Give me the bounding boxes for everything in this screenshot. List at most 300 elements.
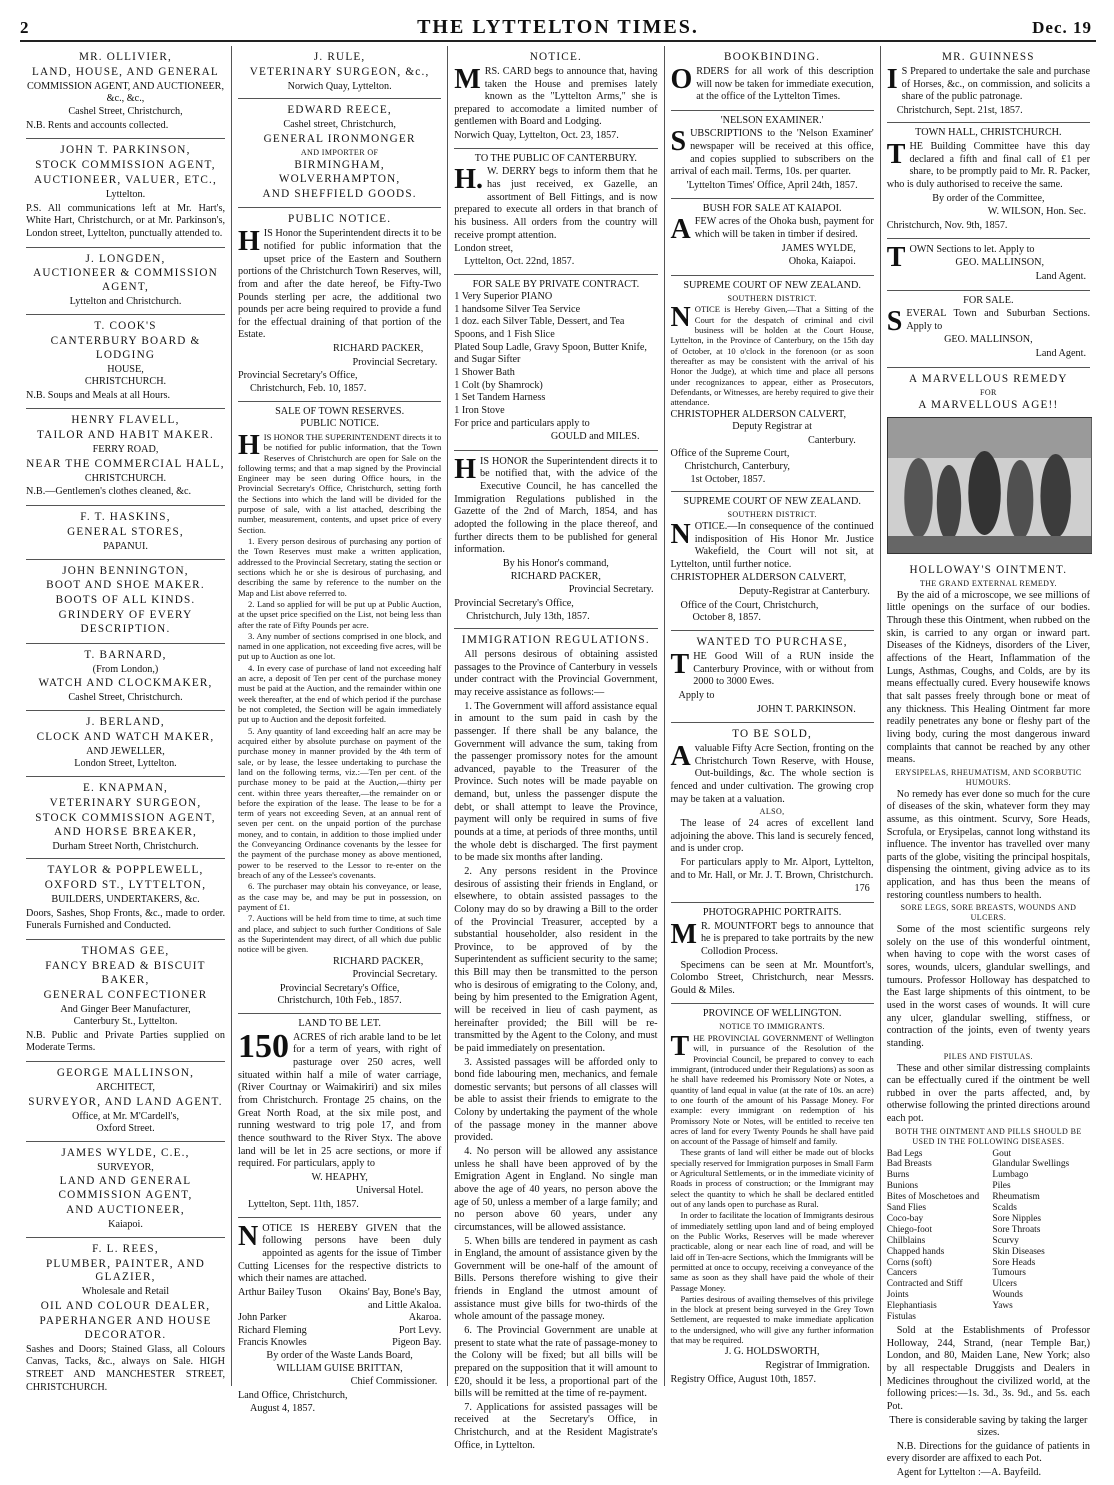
ad-name: THOMAS GEE, xyxy=(81,944,170,957)
ad-line: Kaiapoi. xyxy=(108,1219,143,1231)
ad-ollivier xyxy=(26,46,225,139)
drop-cap: H xyxy=(238,226,260,258)
agent-name: John Parker xyxy=(238,1312,287,1324)
notice-heading: TO THE PUBLIC OF CANTERBURY. xyxy=(474,152,637,164)
disease-item: Coco-bay xyxy=(886,1213,924,1224)
item-line: 1 Shower Bath xyxy=(454,366,515,378)
disease-item: Skin Diseases xyxy=(992,1246,1045,1257)
drop-cap: N xyxy=(670,518,691,550)
remedy-for: FOR xyxy=(979,387,997,397)
ad-line: Cashel Street, Christchurch, xyxy=(68,106,183,118)
agents-list xyxy=(238,1287,441,1350)
ad-sale-town-reserves xyxy=(238,402,441,1014)
sold-at: Sold at the Establishments of Professor Holloway, 244, Strand, (near Temple Bar,) London, and 80, Maiden Lane, New York; also by all respectable Druggists and Dealers in Medicines throughout the civilized world, at the following prices:—1s. 3d., 3s. 9d., and 5s. each Pot. xyxy=(886,1325,1090,1412)
signature-title: Deputy Registrar at xyxy=(732,421,813,433)
ad-parkinson xyxy=(26,139,225,247)
ad-line: FERRY ROAD, xyxy=(92,444,159,456)
ad-name: MR. OLLIVIER, xyxy=(79,51,172,63)
ad-wanted xyxy=(671,631,874,723)
signature-place: Universal Hotel. xyxy=(355,1185,424,1197)
signature-title: Provincial Secretary. xyxy=(352,356,438,368)
notice-heading: NOTICE. xyxy=(529,51,582,63)
notice-heading: SALE OF TOWN RESERVES. xyxy=(275,405,405,417)
term-item: 4. In every case of purchase of land not exceeding half an acre, a deposit of Ten per cent of the purchase money must be paid at the Auction, and the remainder within one week thereafter, at the end of which period if the purchase be not completed, the Section will be again immediately put up to Auction and the deposit forfeited. xyxy=(238,662,442,725)
disease-item: Sore Throats xyxy=(992,1224,1041,1235)
ad-derry xyxy=(454,149,657,275)
disease-item: Scurvy xyxy=(992,1235,1019,1246)
ad-line: AND SHEFFIELD GOODS. xyxy=(262,187,417,200)
signature: CHRISTOPHER ALDERSON CALVERT, xyxy=(670,572,847,584)
agent-row xyxy=(238,1337,441,1350)
disease-item: Bad Legs xyxy=(886,1148,923,1159)
ad-line: FANCY BREAD & BISCUIT BAKER, xyxy=(45,959,206,986)
ad-to-be-sold xyxy=(671,723,874,903)
ad-bennington xyxy=(26,560,225,644)
issue-date: Dec. 19 xyxy=(1032,18,1092,37)
notice-heading: PROVINCE OF WELLINGTON. xyxy=(702,1008,842,1020)
disease-item: Contracted and Stiff Joints xyxy=(886,1279,963,1301)
signature: J. G. HOLDSWORTH, xyxy=(724,1346,820,1358)
ad-name: EDWARD REECE, xyxy=(287,104,392,117)
drop-cap: I xyxy=(886,63,898,95)
disease-item: Fistulas xyxy=(886,1312,916,1323)
item-line: 1 Colt (by Shamrock) xyxy=(454,379,543,391)
term-item: 7. Auctions will be held from time to time, at such time and place, and subject to such further Conditions of Sale as the Superintendent may direct, of all which due public notice will be given. xyxy=(238,913,442,955)
ad-line: AUCTIONEER, VALUER, ETC., xyxy=(33,174,218,187)
ad-name: JOHN T. PARKINSON, xyxy=(60,144,191,157)
disease-item: Cancers xyxy=(886,1268,917,1279)
notice-body: IS HONOR THE SUPERINTENDENT directs it to be notified for public information, that the Town Reserves of Christchurch are open for Sale on the following terms; and that a map signed by the Provincial Engineer may be seen during Office hours, in the Provincial Secretary's Office, Christchurch, setting forth the Sections into which the land will be divided for the purpose of sale, with a list attached, describing the number, measurement, contents, and upset price of every Section. xyxy=(238,431,442,535)
directions-note: N.B. Directions for the guidance of patients in every disorder are affixed to each Pot. xyxy=(886,1440,1090,1465)
notice-subheading: SOUTHERN DISTRICT. xyxy=(727,510,817,520)
column-2 xyxy=(232,46,448,1414)
ad-line: AND AUCTIONEER, xyxy=(66,1204,185,1217)
notice-body: IS HONOR the Superintendent directs it to be notified that, with the advice of the Executive Council, he has cancelled the Immigration Regulations published in the Gazette of the 2nd of March, 1854, and has adopted the following in the place thereof, and further directs them to be published for general information. xyxy=(454,455,658,556)
disease-item: Ulcers xyxy=(992,1279,1017,1290)
ad-line: Office, at Mr. M'Cardell's, xyxy=(71,1110,180,1122)
date-line: Christchurch, Feb. 10, 1857. xyxy=(250,383,367,394)
ad-taylor xyxy=(26,859,225,940)
ad-address: Cashel street, Christchurch, xyxy=(283,119,396,131)
product-heading: HOLLOWAY'S OINTMENT. xyxy=(909,564,1068,577)
section-heading: SORE LEGS, SORE BREASTS, WOUNDS AND ULCERS. xyxy=(900,903,1077,923)
ad-name: TAYLOR & POPPLEWELL, xyxy=(47,864,204,877)
column-5 xyxy=(881,46,1096,1479)
disease-item: Corns (soft) xyxy=(886,1257,932,1268)
ad-wellington xyxy=(671,1004,874,1391)
disease-item: Sore Heads xyxy=(992,1257,1036,1268)
ad-line: GENERAL STORES, xyxy=(67,525,184,538)
order-line: By order of the Committee, xyxy=(932,192,1045,204)
signature: WILLIAM GUISE BRITTAN, xyxy=(276,1362,403,1374)
signature-title: Provincial Secretary. xyxy=(352,969,438,981)
ad-name: F. T. HASKINS, xyxy=(80,511,171,524)
product-body: By the aid of a microscope, we see millions of little openings on the surface of our bodies. Through these this Ointment, when rubbed on the skin, is carried to any organ or inward part. Diseases of the Kidneys, disorders of the Liver, affections of the Heart, Inflammation of the Lungs, Asthmas, Coughs, and Colds, are by its means effectually cured. Every housewife knows that salt passes freely through bone or meat of any thickness. This Healing Ointment far more readily penetrates any bone or fleshy part of the living body, curing the most dangerous inward complaints that cannot be reached by any other means. xyxy=(886,589,1090,766)
disease-item: Scalds xyxy=(992,1203,1017,1214)
ad-note: N.B. Public and Private Parties supplied on Moderate Terms. xyxy=(26,1029,225,1054)
apply-line: Apply to xyxy=(678,689,715,701)
disease-item: Piles xyxy=(992,1181,1011,1192)
term-item: 3. Any number of sections comprised in one block, and named in one application, not exceeding five acres, will be put up to Auction as one lot. xyxy=(238,630,442,662)
term-item: 6. The purchaser may obtain his conveyance, or lease, as the case may be, and may be put in possession, on payment of £1. xyxy=(238,881,442,912)
agent-name: Richard Fleming xyxy=(238,1324,307,1336)
engraving-illustration xyxy=(887,417,1092,554)
ad-line: OIL AND COLOUR DEALER, xyxy=(40,1299,211,1312)
ad-mallinson xyxy=(26,1062,225,1142)
date-line: Lyttelton, Sept. 11th, 1857. xyxy=(248,1199,359,1211)
disease-item: Tumours xyxy=(992,1268,1026,1279)
disease-item: Bad Breasts xyxy=(886,1159,932,1170)
ad-supreme-court-2 xyxy=(671,492,874,631)
agent-row xyxy=(238,1287,441,1312)
ad-line: GRINDERY OF EVERY DESCRIPTION. xyxy=(58,609,193,636)
ad-gee xyxy=(26,940,225,1062)
ad-longden xyxy=(26,248,225,315)
item-line: 1 Set Tandem Harness xyxy=(454,392,546,404)
office-place: Christchurch, Canterbury, xyxy=(684,461,790,473)
regulation-item: 6. The Provincial Government are unable at present to state what the rate of passage-money to the Colony will be fixed; but all bills will be prepared on the supposition that it will amount to £20, should it be less, a proportional part of the bills will be remitted at the time of re-payment. xyxy=(454,1325,658,1400)
ad-haskins xyxy=(26,506,225,559)
signature: GEO. MALLINSON, xyxy=(944,334,1033,346)
ad-name: E. KNAPMAN, xyxy=(83,782,168,795)
drop-cap: H xyxy=(454,453,477,485)
items-list xyxy=(454,291,657,430)
ad-wylde xyxy=(26,1142,225,1238)
ad-land-to-let xyxy=(238,1014,441,1218)
office: Provincial Secretary's Office, xyxy=(238,370,358,382)
notice-heading: WANTED TO PURCHASE, xyxy=(696,636,848,649)
notice-body: Parties desirous of availing themselves of this privilege in the block at present being surveyed in the Grey Town Settlement, are requested to make immediate application to the undersigned, who will give any further information that may be required. xyxy=(670,1293,874,1346)
order-line: By his Honor's command, xyxy=(502,557,609,569)
item-line: 1 doz. each Silver Table, Dessert, and Tea Spoons, and 1 Fish Slice xyxy=(454,316,625,341)
signature: RICHARD PACKER, xyxy=(333,955,424,967)
notice-subheading: PUBLIC NOTICE. xyxy=(300,418,379,430)
ad-photographic xyxy=(671,903,874,1004)
notice-heading: TO BE SOLD, xyxy=(732,728,813,741)
regulations-list xyxy=(454,701,657,1453)
notice-body: OTICE is Hereby Given,—That a Sitting of the Court for the despatch of criminal and civil business will be holden at the Court House, Lyttelton, in the Province of Canterbury, on the 15th day of October, at 10 o'clock in the forenoon (or as soon thereafter as may be consistent with the arrival of his Honor the Judge), at which time and place all persons under recognizances to appear, either as Prosecutors, Defendants, or Witnesses, are hereby required to give their attendance. xyxy=(670,304,874,408)
agent-row xyxy=(238,1312,441,1325)
office: Land Office, Christchurch, xyxy=(238,1390,348,1402)
drop-cap: N xyxy=(238,1220,259,1252)
notice-body: RDERS for all work of this description will now be taken for immediate execution, at the office of the Lyttelton Times. xyxy=(696,65,874,103)
term-item: 5. Any quantity of land exceeding half an acre may be acquired either by absolute purchase on payment of the purchase money in manner provided by the 4th term of sale, or by lease, the lessee undertaking to purchase the land on the following terms, viz.:—Ten per cent. of the purchase money to be paid at the Auction,—thirty per cent. within three years thereafter,—the remainder on or before the expiration of the lease. The lease to be for a term of years not exceeding Seven, at an annual rent of seven per cent. on the unpaid portion of the purchase money, and to contain, in addition to those implied under the Conveyancing Ordinance covenants by the lessee for the payment of the purchase money as above mentioned, power to be reserved to the Lessor to re-enter on the breach of any of the Lessee's covenants. xyxy=(238,725,442,881)
ad-note: N.B. Soups and Meals at all Hours. xyxy=(26,389,171,401)
notice-heading: FOR SALE. xyxy=(963,294,1014,306)
ad-line: CHRISTCHURCH. xyxy=(84,472,167,484)
ad-town-sections xyxy=(887,239,1090,291)
drop-cap: A xyxy=(670,741,691,773)
signature-title: Chief Commissioner. xyxy=(350,1376,438,1388)
agent-line: Agent for Lyttelton :—A. Bayfeild. xyxy=(896,1467,1042,1479)
ad-line: London Street, Lyttelton. xyxy=(74,758,177,770)
ad-line: NEAR THE COMMERCIAL HALL, xyxy=(26,457,225,470)
office: Office of the Supreme Court, xyxy=(670,448,790,460)
ad-line: COMMISSION AGENT, AND AUCTIONEER, &c., &c., xyxy=(26,80,225,105)
notice-subheading: NOTICE TO IMMIGRANTS. xyxy=(719,1022,825,1032)
ad-mrs-card xyxy=(454,46,657,149)
address: London street, xyxy=(454,243,514,255)
page-number: 2 xyxy=(20,18,29,37)
ad-immigration xyxy=(454,629,657,1458)
ad-line: BUILDERS, UNDERTAKERS, &c. xyxy=(51,894,200,906)
regulation-item: 2. Any persons resident in the Province desirous of assisting their friends in England, or elsewhere, to obtain assisted passages to the Colony may do so by drawing a Bill to the order of the Provincial Treasurer, accepted by a substantial householder, also resident in the Province, to be approved of by the Superintendent as sufficient security to the same; this Bill may then be transmitted to the person who is desirous of emigrating to the Colony, and, being by him presented to the Emigration Agent, will be received in lieu of cash payment, as hereinafter provided; the Bill will be re-transmitted by the Agent to the Colony, and must be paid immediately on presentation. xyxy=(454,865,658,1054)
ad-line: Wholesale and Retail xyxy=(81,1286,170,1298)
office: Provincial Secretary's Office, xyxy=(454,597,574,609)
ad-name: T. BARNARD, xyxy=(84,648,167,661)
regulation-item: 7. Applications for assisted passages will be received at the Secretary's Office, in Christchurch, and at the Resident Magistrate's Office, in Lyttelton. xyxy=(454,1401,658,1451)
ad-nelson-examiner xyxy=(671,111,874,199)
signature-title: Deputy-Registrar at Canterbury. xyxy=(738,586,870,598)
ad-guinness xyxy=(887,46,1090,123)
ad-line: AND JEWELLER, xyxy=(86,745,165,757)
notice-body: EVERAL Town and Suburban Sections. Apply to xyxy=(906,308,1090,332)
ad-timber-licences xyxy=(238,1218,441,1421)
saving-note: There is considerable saving by taking the larger sizes. xyxy=(889,1414,1088,1439)
ad-name: HENRY FLAVELL, xyxy=(71,414,180,427)
notice-heading: PHOTOGRAPHIC PORTRAITS. xyxy=(702,906,842,918)
disease-item: Bunions xyxy=(886,1181,919,1192)
section-heading: ERYSIPELAS, RHEUMATISM, AND SCORBUTIC HUMOURS. xyxy=(895,767,1082,787)
signature: GOULD and MILES. xyxy=(550,431,640,443)
item-line: 1 handsome Silver Tea Service xyxy=(454,303,581,315)
ad-for-sale xyxy=(887,291,1090,368)
ad-line: AUCTIONEER & COMMISSION AGENT, xyxy=(33,267,218,294)
ad-note: Doors, Sashes, Shop Fronts, &c., made to order. Funerals Furnished and Conducted. xyxy=(26,907,225,932)
notice-body: ACRES of rich arable land to be let for a term of years, with right of pasturage over 250 acres, well situated within half a mile of water carriage, (River Courtnay or Waimakiriri) and six miles from Christchurch. Frontage 25 chains, on the Great North Road, at the six mile post, and running westward to trig pole 17, and from thence southward to the River Styx. The above land will be let in 25 acre sections, or more if required. For particulars, apply to xyxy=(238,1031,442,1170)
disease-item: Sore Nipples xyxy=(992,1213,1042,1224)
agent-district: Akaroa. xyxy=(408,1312,442,1324)
section-body: These and other similar distressing complaints can be effectually cured if the ointment be well rubbed in over the parts affected, and, by otherwise following the printed directions around each pot. xyxy=(886,1062,1090,1125)
drop-cap: T xyxy=(886,241,906,273)
notice-heading: IMMIGRATION REGULATIONS. xyxy=(461,634,650,647)
ad-name: GEORGE MALLINSON, xyxy=(56,1067,195,1080)
disease-item: Chiego-foot xyxy=(886,1224,933,1235)
ad-line: AND IMPORTER OF xyxy=(300,147,379,157)
notice-body: R. MOUNTFORT begs to announce that he is prepared to take portraits by the new Collodion Process. xyxy=(700,920,874,957)
signature: CHRISTOPHER ALDERSON CALVERT, xyxy=(670,408,847,420)
ad-name: J. BERLAND, xyxy=(86,716,165,729)
ad-rule xyxy=(238,46,441,99)
agent-district: Port Levy. xyxy=(398,1324,442,1336)
notice-body: HE Good Will of a RUN inside the Canterbury Province, with or without from 2000 to 3000 Ewes. xyxy=(693,650,874,688)
drop-cap: M xyxy=(670,918,697,950)
signature: W. WILSON, Hon. Sec. xyxy=(987,206,1086,218)
disease-item: Yaws xyxy=(992,1301,1013,1312)
drop-cap: H. xyxy=(454,164,484,196)
signature: GEO. MALLINSON, xyxy=(955,257,1044,269)
ad-line: VETERINARY SURGEON, xyxy=(49,796,202,809)
ad-line: ARCHITECT, xyxy=(96,1082,155,1093)
signature-title: Provincial Secretary. xyxy=(568,584,654,596)
ad-line: (From London,) xyxy=(92,663,159,675)
notice-heading: TOWN HALL, CHRISTCHURCH. xyxy=(915,127,1062,139)
notice-heading: 'NELSON EXAMINER.' xyxy=(720,114,824,126)
date-line: Christchurch, Nov. 9th, 1857. xyxy=(886,219,1008,231)
notice-body: Specimens can be seen at Mr. Mountfort's, Colombo Street, Christchurch, near Messrs. Gould & Miles. xyxy=(670,959,874,996)
ad-line: CLOCK AND WATCH MAKER, xyxy=(36,730,215,743)
signature-title: Canterbury. xyxy=(808,434,856,446)
order-line: By order of the Waste Lands Board, xyxy=(266,1350,413,1362)
ad-line: Cashel Street, Christchurch. xyxy=(68,692,183,704)
signature-title: Land Agent. xyxy=(1035,270,1086,282)
date-line: Christchurch, July 13th, 1857. xyxy=(466,610,590,622)
ad-name: J. RULE, xyxy=(313,51,366,63)
notice-body: FEW acres of the Ohoka bush, payment for which will be taken in timber if desired. xyxy=(694,216,874,240)
ad-line: OXFORD ST., LYTTELTON, xyxy=(44,879,207,892)
notice-body: In order to facilitate the location of Immigrants desirous of immediately settling upon land and of being employed on the Public Works, Reserves will be made wherever practicable, along or near each line of road, and will be laid off in Ten-acre Sections, which the Immigrants will be permitted at once to occupy, receiving a conveyance of the same as soon as they shall have paid the whole of their Passage Money. xyxy=(670,1210,874,1293)
regulation-item: 3. Assisted passages will be afforded only to bond fide labouring men, mechanics, and female domestic servants; but persons of all classes will be able to assist their friends to emigrate to the Colony by undertaking the payment of the whole of the passage money in the manner above provided. xyxy=(454,1056,658,1144)
notice-heading: MR. GUINNESS xyxy=(942,51,1035,63)
remedy-heading: A MARVELLOUS REMEDY xyxy=(909,372,1068,385)
agent-name: Francis Knowles xyxy=(238,1337,307,1349)
agent-district: Pigeon Bay. xyxy=(392,1337,442,1349)
agent-row xyxy=(238,1325,441,1338)
section-heading: PILES AND FISTULAS. xyxy=(943,1051,1033,1061)
drop-cap: N xyxy=(670,302,691,334)
disease-item: Chilblains xyxy=(886,1235,926,1246)
column-4 xyxy=(665,46,881,1386)
ad-private-contract xyxy=(454,275,657,451)
ad-trade: GENERAL IRONMONGER xyxy=(263,132,416,145)
item-line: For price and particulars apply to xyxy=(454,417,590,429)
disease-item: Burns xyxy=(886,1170,910,1181)
notice-body: RS. CARD begs to announce that, having taken the House and premises lately known as the "Lyttelton Arms," she is prepared to accomodate a limited number of gentlemen with Board and Lodging. xyxy=(454,65,658,128)
ad-trade: VETERINARY SURGEON, &c., xyxy=(249,65,430,78)
notice-body: OTICE.—In consequence of the continued indisposition of His Honor Mr. Justice Wakefield, the Court will not sit, at Lyttelton, until further notice. xyxy=(670,520,874,570)
ad-public-notice xyxy=(238,208,441,401)
date-line: 1st October, 1857. xyxy=(690,473,766,485)
notice-intro: All persons desirous of obtaining assisted passages to the Province of Canterbury in vessels under contract with the Provincial Government, may receive assistance as follows:— xyxy=(454,649,658,698)
diseases-heading: BOTH THE OINTMENT AND PILLS SHOULD BE USED IN THE FOLLOWING DISEASES. xyxy=(895,1126,1082,1146)
ad-town-hall xyxy=(887,123,1090,238)
also-heading: ALSO, xyxy=(759,807,785,817)
notice-heading: FOR SALE BY PRIVATE CONTRACT. xyxy=(472,278,640,290)
regulation-item: 4. No person will be allowed any assistance unless he shall have been approved of by the Emigration Agent in England. No single man above the age of 40 years, no person above the age of 50, unless a member of a large family; and no person above 60 years, under any circumstances, will be allowed assistance. xyxy=(454,1146,658,1233)
ad-supreme-court-1 xyxy=(671,276,874,493)
ad-line: STOCK COMMISSION AGENT, xyxy=(35,159,216,172)
agent-district: Okains' Bay, Bone's Bay, and Little Akaloa. xyxy=(339,1286,442,1311)
item-line: Plated Soup Ladle, Gravy Spoon, Butter Knife, and Sugar Sifter xyxy=(454,341,647,366)
drop-cap: A xyxy=(670,214,691,246)
date-line: August 4, 1857. xyxy=(250,1402,316,1414)
office: Provincial Secretary's Office, xyxy=(279,982,400,994)
ad-barnard xyxy=(26,644,225,711)
disease-item: Rheumatism xyxy=(992,1192,1040,1203)
ad-cook xyxy=(26,315,225,410)
disease-item: Lumbago xyxy=(992,1170,1029,1181)
column-1 xyxy=(20,46,232,1393)
date-line: Christchurch, 10th Feb., 1857. xyxy=(277,995,402,1007)
ad-line: CHRISTCHURCH. xyxy=(84,376,167,388)
signature: JAMES WYLDE, xyxy=(781,242,856,254)
ad-line: GENERAL CONFECTIONER xyxy=(43,988,208,1001)
notice-body: These grants of land will either be made out of blocks specially reserved for Immigration purposes in Small Farm or Agricultural Settlements, or in the immediate vicinity of Roads in process of construction; or the Immigrant may select the quantity to which he shall be declared entitled out of any lands open to purchase as Rural. xyxy=(670,1147,874,1210)
ad-line: LAND, HOUSE, AND GENERAL xyxy=(32,65,219,78)
ad-line: Durham Street North, Christchurch. xyxy=(52,840,199,852)
acreage-figure: 150 xyxy=(238,1027,289,1065)
ad-line: CANTERBURY BOARD & LODGING xyxy=(50,334,201,361)
notice-heading: BOOKBINDING. xyxy=(724,51,821,63)
section-body: No remedy has ever done so much for the cure of diseases of the skin, whatever form they may assume, as this ointment. Scurvy, Sore Heads, Scrofula, or Erysipelas, cannot long withstand its influence. The inventor has travelled over many parts of the globe, visiting the principal hospitals, dispensing the ointment, giving advice as to its application, and has thus been the means of restoring countless numbers to health. xyxy=(886,788,1090,901)
remedy-age: A MARVELLOUS AGE!! xyxy=(918,398,1059,411)
signature-title: Land Agent. xyxy=(1035,348,1086,360)
date-line: Registry Office, August 10th, 1857. xyxy=(670,1373,817,1385)
notice-body: HE PROVINCIAL GOVERNMENT of Wellington will, in pursuance of the Resolution of the Provincial Council, be prepared to convey to each immigrant, (introduced under their Regulations) as soon as he shall have redeemed his Promissory Note or Notes, a quantity of land equal in value (at the rate of 10s. an acre) to one fourth of the amount of his Passage Money. For example: every immigrant on redemption of his Promissory Note or Notes, will be entitled to receive ten acres of land for every Twenty Pounds he shall have paid on account of the Passage of himself and family. xyxy=(670,1033,874,1147)
ad-note: P.S. All communications left at Mr. Hart's, White Hart, Christchurch, or at Mr. Parkinson's, London street, Lyttelton, punctually attended to. xyxy=(26,202,225,239)
diseases-right xyxy=(992,1149,1090,1324)
ad-name: F. L. REES, xyxy=(92,1242,159,1255)
agent-name: Arthur Bailey Tuson xyxy=(238,1286,322,1298)
drop-cap: S xyxy=(670,126,687,158)
ad-knapman xyxy=(26,777,225,859)
ad-line: PAPERHANGER AND HOUSE DECORATOR. xyxy=(39,1314,212,1341)
newspaper-title: THE LYTTELTON TIMES. xyxy=(417,16,699,38)
ad-number: 176 xyxy=(854,883,870,895)
disease-item: Gout xyxy=(992,1148,1012,1159)
notice-subheading: SOUTHERN DISTRICT. xyxy=(727,293,817,303)
notice-heading: LAND TO BE LET. xyxy=(298,1018,381,1030)
notice-body: UBSCRIPTIONS to the 'Nelson Examiner' newspaper will be received at this office, and copies supplied to subscribers on the arrival of each mail. Terms, 10s. per quarter. xyxy=(670,128,874,178)
notice-heading: BUSH FOR SALE AT KAIAPOI. xyxy=(702,202,842,214)
notice-body: W. DERRY begs to inform them that he has just received, ex Gazelle, an assortment of Bell Fittings, and is now prepared to execute all orders in that branch of his business. All orders from the country will receive prompt attention. xyxy=(454,166,658,241)
term-item: 2. Land so applied for will be put up at Public Auction, at the upset price specified on the List, not being less than after the rate of Fifty Pounds per acre. xyxy=(238,598,442,630)
disease-item: Wounds xyxy=(992,1290,1023,1301)
signature: W. HEAPHY, xyxy=(311,1171,368,1183)
notice-body: OWN Sections to let. Apply to xyxy=(909,243,1035,255)
disease-item: Chapped hands xyxy=(886,1246,945,1257)
signature: JOHN T. PARKINSON. xyxy=(756,703,856,715)
column-3 xyxy=(448,46,664,1451)
date-line: Norwich Quay, Lyttelton, Oct. 23, 1857. xyxy=(454,130,619,142)
drop-cap: M xyxy=(454,63,481,95)
notice-body: valuable Fifty Acre Section, fronting on the Christchurch Town Reserve, with House, Out-buildings, &c. The whole section is fenced and under cultivation. The growing crop may be taken at a valuation. xyxy=(670,743,874,805)
signature-place: Ohoka, Kaiapoi. xyxy=(788,256,856,268)
ad-line: PAPANUI. xyxy=(103,540,148,552)
notice-heading: SUPREME COURT OF NEW ZEALAND. xyxy=(683,279,861,291)
notice-body: The lease of 24 acres of excellent land adjoining the above. This land is securely fenced, and is under crop. xyxy=(670,818,874,855)
disease-item: Bites of Moschetoes and Sand Flies xyxy=(886,1192,980,1214)
disease-item: Elephantiasis xyxy=(886,1301,937,1312)
date-line: Christchurch, Sept. 21st, 1857. xyxy=(896,104,1023,116)
disease-item: Glandular Swellings xyxy=(992,1159,1070,1170)
ad-line: STOCK COMMISSION AGENT, AND HORSE BREAKER, xyxy=(35,811,216,838)
ad-line: TAILOR AND HABIT MAKER. xyxy=(37,429,214,442)
ad-line: SURVEYOR, AND LAND AGENT. xyxy=(28,1095,223,1108)
ad-line: BOOTS OF ALL KINDS. xyxy=(55,594,196,607)
date-line: Lyttelton, Oct. 22nd, 1857. xyxy=(464,255,575,267)
ad-note: N.B. Rents and accounts collected. xyxy=(26,119,169,131)
ad-address: Norwich Quay, Lyttelton. xyxy=(287,80,392,92)
item-line: 1 Very Superior PIANO xyxy=(454,291,553,303)
ad-line: HOUSE, xyxy=(107,363,144,375)
drop-cap: O xyxy=(670,63,693,95)
drop-cap: T xyxy=(670,648,690,680)
notice-heading: PUBLIC NOTICE. xyxy=(288,213,392,226)
ad-line: BIRMINGHAM, WOLVERHAMPTON, xyxy=(278,158,401,185)
signature: RICHARD PACKER, xyxy=(510,570,601,582)
notice-heading: SUPREME COURT OF NEW ZEALAND. xyxy=(683,496,861,508)
drop-cap: S xyxy=(886,306,903,338)
office: Office of the Court, Christchurch, xyxy=(680,599,819,611)
section-body: Some of the most scientific surgeons rely solely on the use of this wonderful ointment, when having to cope with the worst cases of sores, wounds, ulcers, glandular swellings, and tumours. Professor Holloway has despatched to the East large shipments of this ointment, to be used in the worst cases of wounds. It will cure any ulcer, glandular swelling, stiffness, or contraction of the joints, even of twenty years standing. xyxy=(886,924,1090,1049)
ad-bookbinding xyxy=(671,46,874,111)
terms-list xyxy=(238,536,441,955)
ad-berland xyxy=(26,711,225,777)
date-line: October 8, 1857. xyxy=(692,612,761,624)
ad-bush-sale xyxy=(671,199,874,276)
ad-line: WATCH AND CLOCKMAKER, xyxy=(38,677,213,690)
